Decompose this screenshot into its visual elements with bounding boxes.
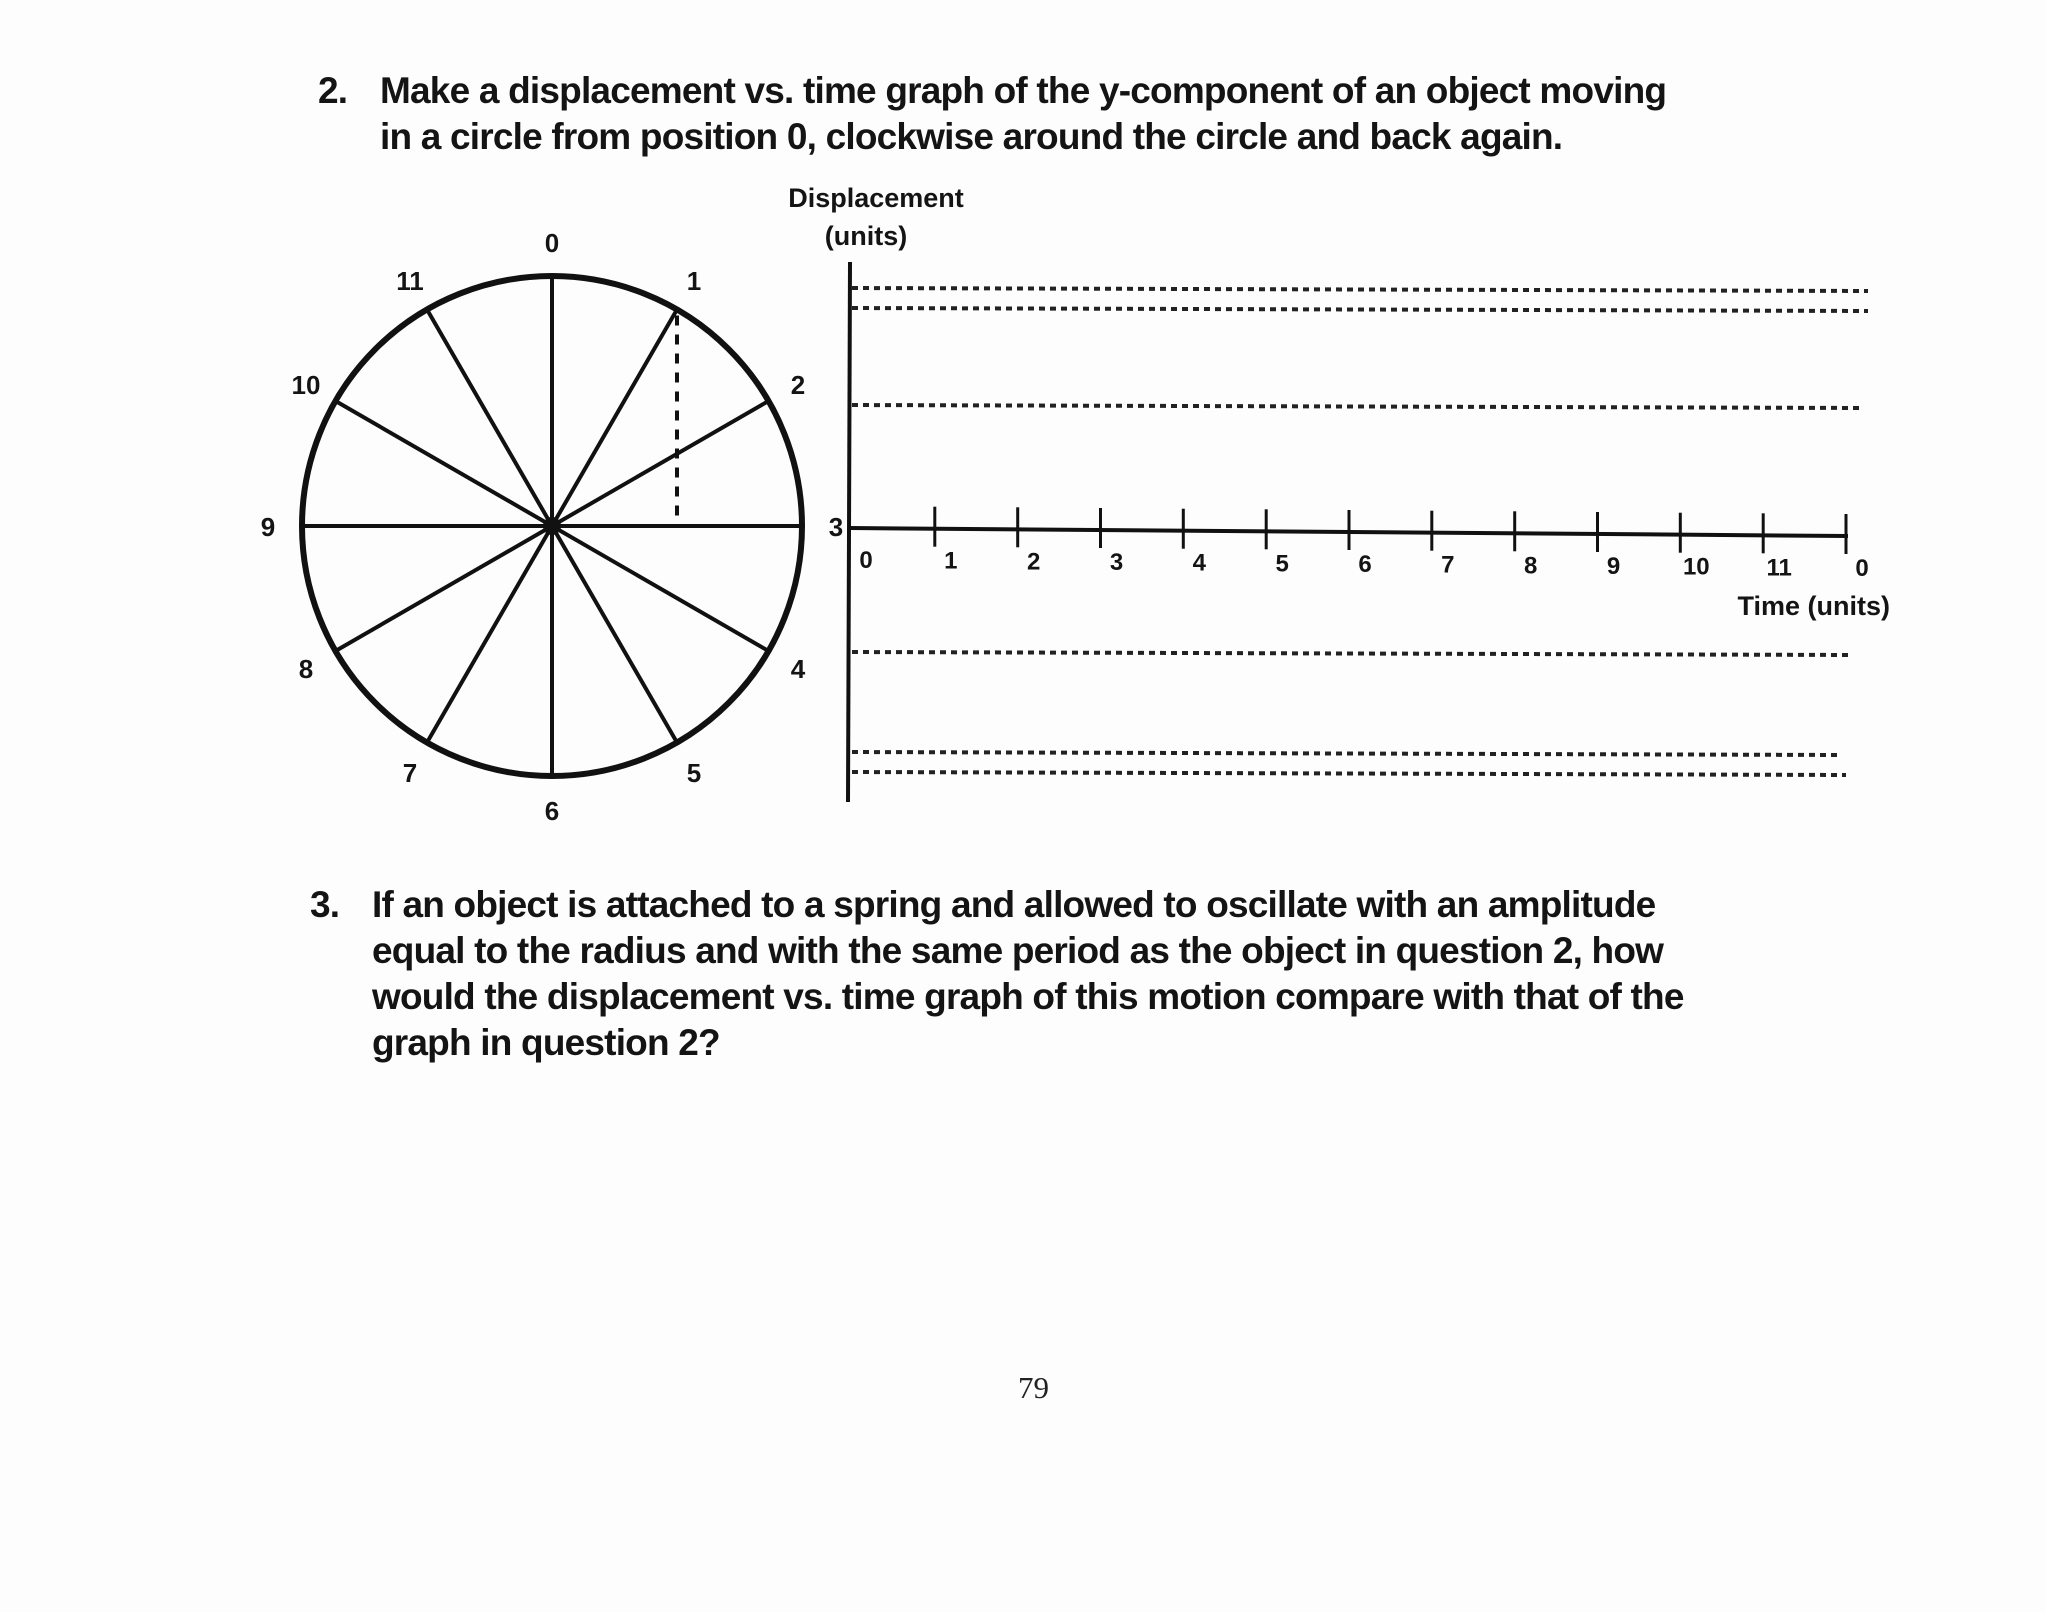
time-tick-label-8: 8	[1524, 552, 1538, 580]
time-tick-label-3: 3	[1109, 549, 1124, 576]
guide-line	[852, 288, 1868, 291]
position-label-9: 9	[260, 512, 276, 542]
question-3	[310, 882, 1780, 1072]
circle-center	[543, 517, 561, 535]
time-tick-label-2: 2	[1027, 548, 1041, 576]
guide-line	[852, 308, 1868, 311]
time-ticks	[859, 507, 1868, 582]
position-label-8: 8	[298, 654, 314, 684]
question-3-number: 3.	[310, 884, 340, 925]
time-tick-label-0: 0	[859, 547, 873, 574]
guide-line	[852, 752, 1838, 755]
y-axis-label-line2: (units)	[824, 221, 908, 251]
question-2-number: 2.	[318, 70, 348, 111]
time-tick-label-10: 10	[1682, 553, 1710, 581]
position-label-4: 4	[790, 654, 806, 684]
time-tick-label-5: 5	[1275, 550, 1289, 578]
time-tick-label-9: 9	[1606, 553, 1621, 580]
y-axis-label-line1: Displacement	[788, 183, 964, 213]
time-tick-label-12: 0	[1855, 555, 1869, 582]
spoke-8	[336, 526, 553, 651]
spoke-5	[552, 526, 677, 743]
question-2-text: Make a displacement vs. time graph of the y-component of an object moving in a circle from position 0, clockwise around the circle and back again.	[380, 70, 1667, 157]
time-tick-label-6: 6	[1358, 551, 1372, 578]
time-tick-label-4: 4	[1192, 549, 1206, 577]
spoke-4	[552, 526, 769, 651]
guide-line	[852, 405, 1860, 408]
guide-line	[852, 652, 1850, 655]
position-label-6: 6	[544, 796, 560, 826]
spoke-2	[552, 401, 769, 526]
position-label-11: 11	[396, 266, 424, 296]
time-tick-label-1: 1	[944, 547, 958, 575]
time-tick-label-7: 7	[1441, 551, 1455, 579]
spoke-11	[427, 310, 552, 527]
page-number: 79	[1018, 1370, 1049, 1405]
position-label-7: 7	[402, 758, 418, 788]
guide-line	[852, 772, 1846, 775]
position-label-2: 2	[790, 370, 806, 400]
position-label-1: 1	[686, 266, 702, 296]
y-axis	[848, 262, 850, 802]
position-label-3: 3	[828, 512, 844, 542]
x-axis-label: Time (units)	[1737, 591, 1890, 621]
spoke-7	[427, 526, 552, 743]
position-label-5: 5	[686, 758, 702, 788]
spoke-1	[552, 310, 677, 527]
position-circle-diagram	[261, 228, 843, 826]
question-3-text: If an object is attached to a spring and allowed to oscillate with an amplitude equal to the radius and with the same period as the object in question 2, how would the displacement vs. time graph of this motion compare with that of the graph in question 2?	[372, 884, 1684, 1063]
time-tick-label-11: 11	[1766, 554, 1792, 582]
displacement-time-graph	[788, 183, 1890, 802]
spoke-10	[336, 401, 553, 526]
position-label-0: 0	[544, 228, 560, 258]
position-label-10: 10	[291, 370, 321, 400]
